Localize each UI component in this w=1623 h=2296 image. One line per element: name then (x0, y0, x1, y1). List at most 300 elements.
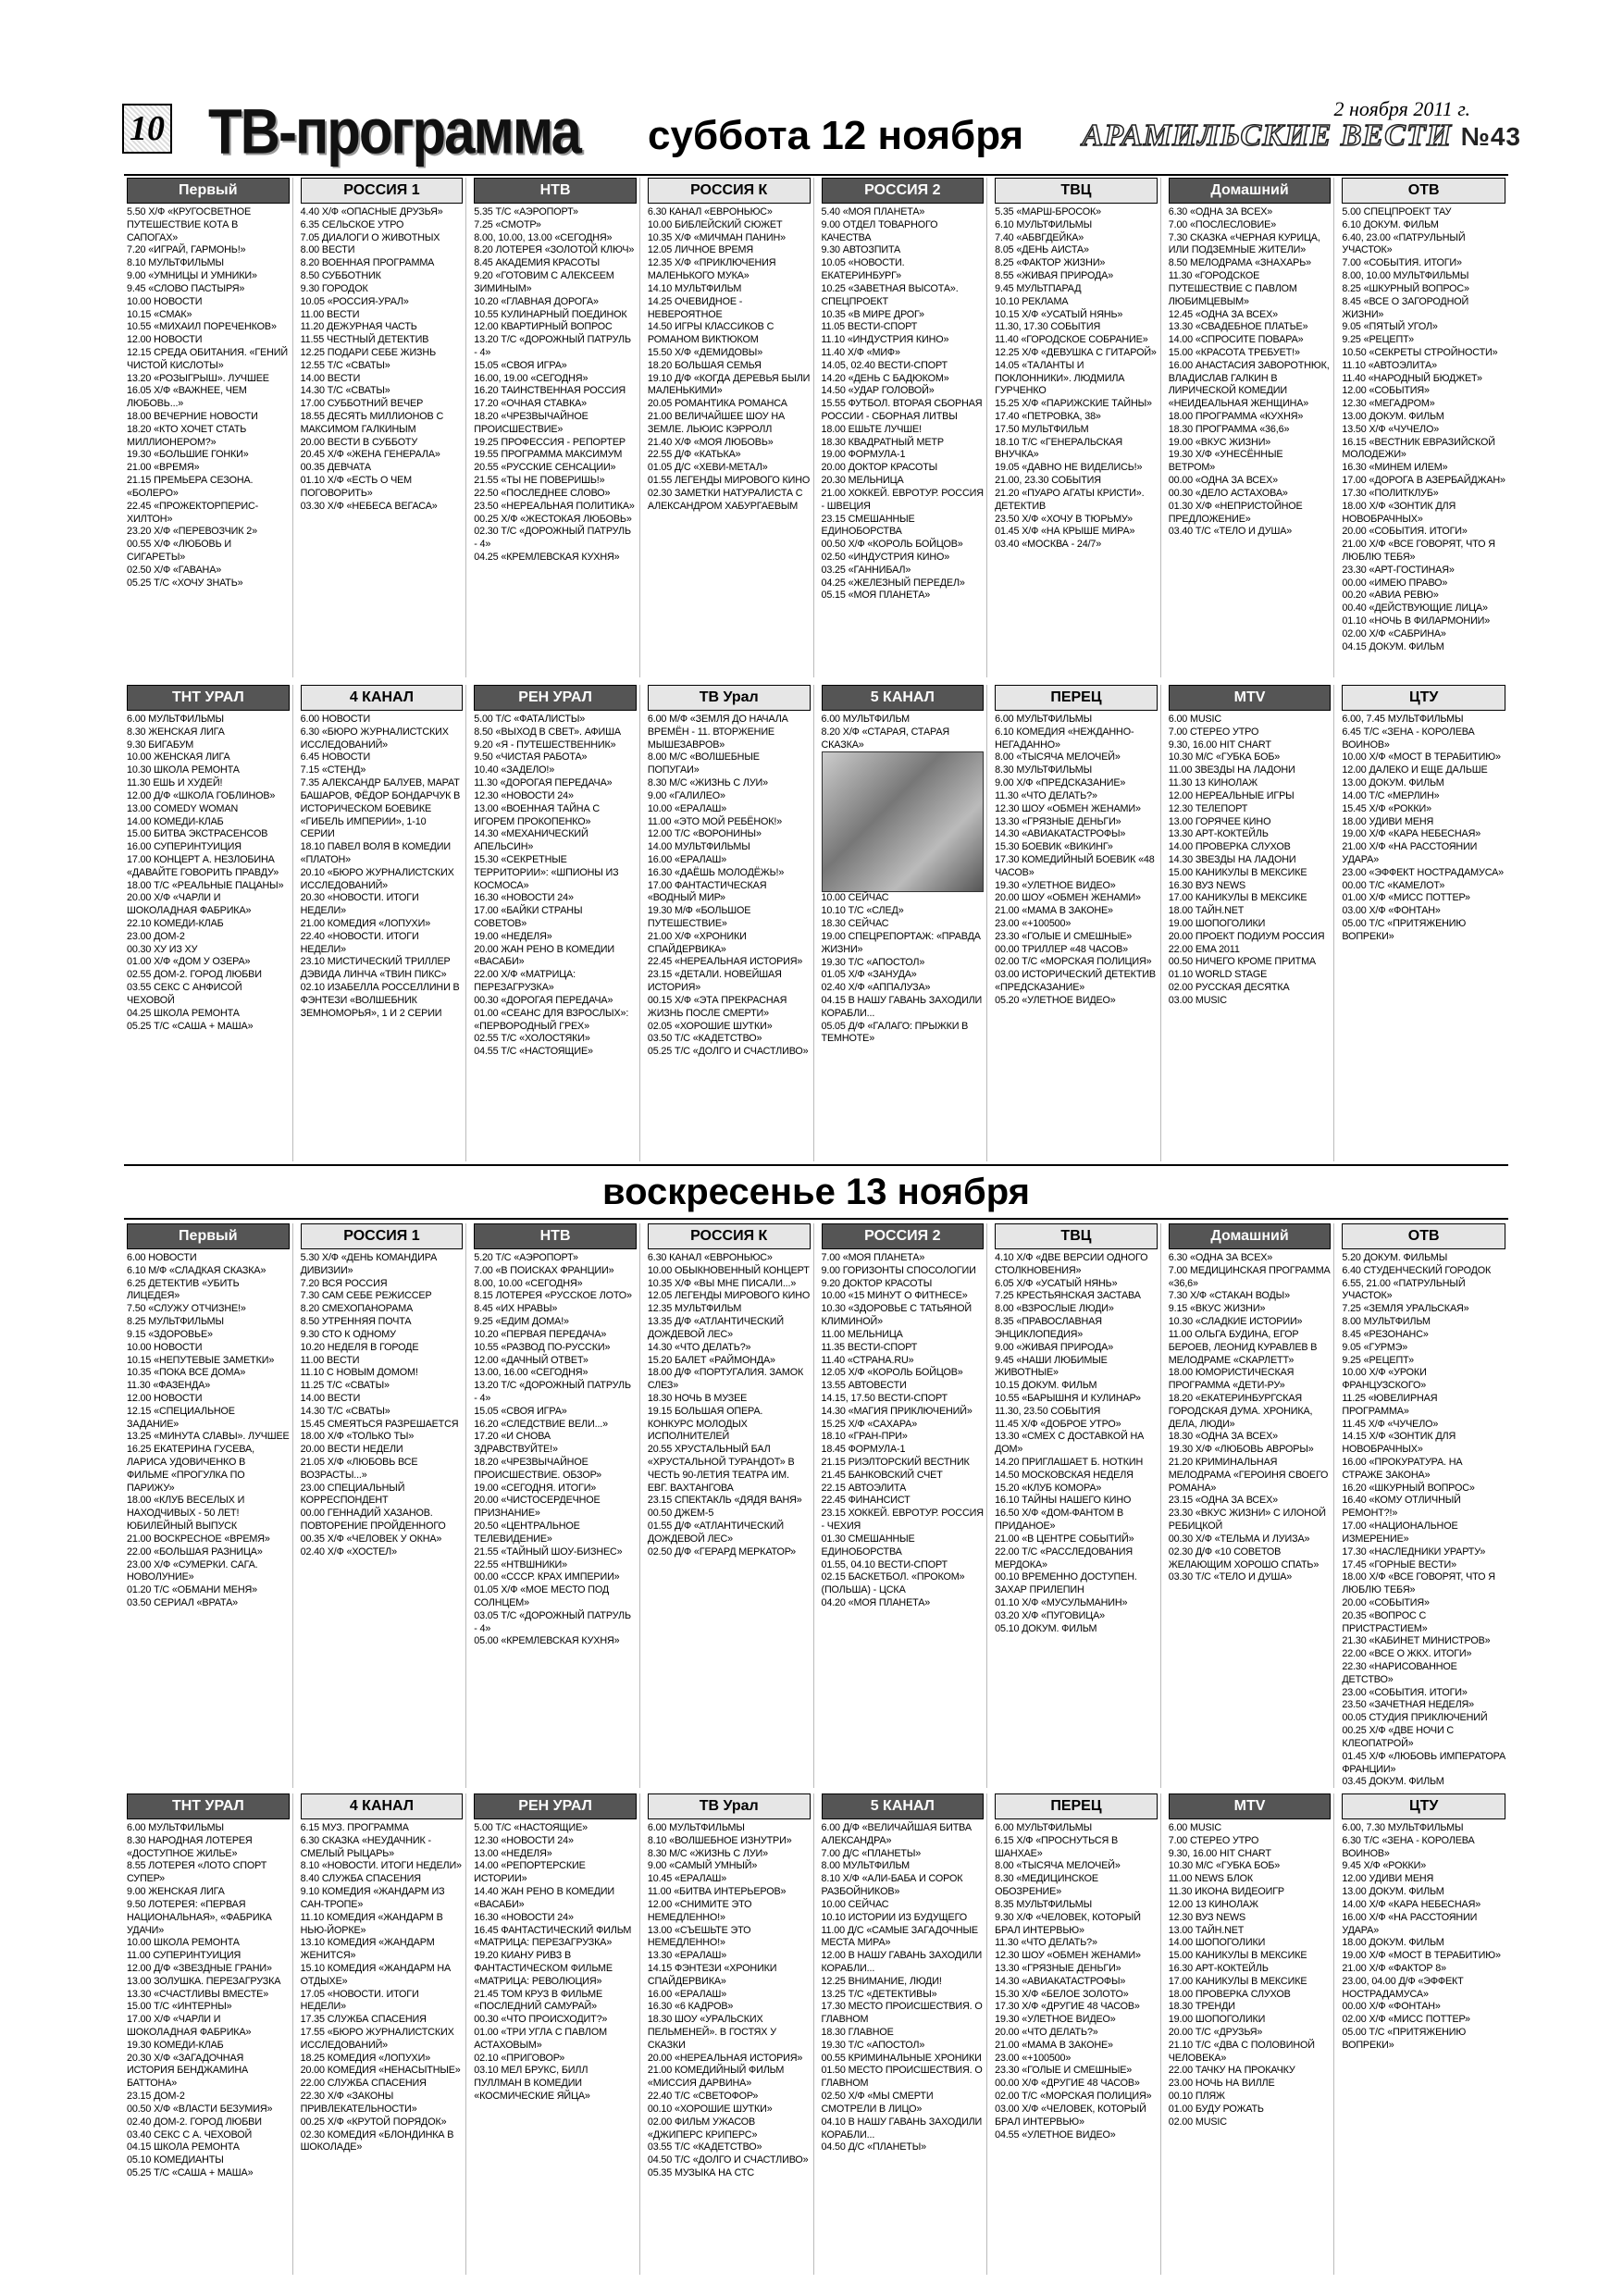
program-item: 03.00 MUSIC (1168, 994, 1227, 1006)
program-item: 18.10 Т/С «ГЕНЕРАЛЬСКАЯ ВНУЧКА» (995, 436, 1123, 461)
program-item: 13.30 «СМЕХ С ДОСТАВКОЙ НА ДОМ» (995, 1431, 1145, 1456)
channel-column (992, 685, 1161, 1161)
program-item: 03.30 Х/Ф «НЕБЕСА ВЕГАСА» (300, 500, 438, 512)
program-item: 02.05 «ХОРОШИЕ ШУТКИ» (647, 1020, 773, 1032)
program-item: 6.00 МУЛЬТФИЛЬМЫ (127, 1822, 224, 1833)
program-item: 12.00 НОВОСТИ (127, 334, 203, 346)
channel-logo: ТНТ УРАЛ (127, 685, 290, 711)
program-item: 11.45 Х/Ф «ЧУЧЕЛО» (1342, 1418, 1439, 1430)
program-item: 8.20 СМЕХОПАНОРАМА (300, 1303, 414, 1315)
program-item: 00.00 Х/Ф «ФОНТАН» (1342, 2001, 1441, 2013)
program-item: 7.40 «АБВГДЕЙКА» (995, 231, 1084, 243)
program-item: 9.25 «РЕЦЕПТ» (1342, 1354, 1414, 1366)
program-item: 16.30 «НОВОСТИ 24» (474, 892, 574, 904)
program-item: 20.45 Х/Ф «ЖЕНА ГЕНЕРАЛА» (300, 449, 440, 461)
program-item: 23.20 Х/Ф «ПЕРЕВОЗЧИК 2» (127, 526, 257, 538)
program-item: 6.30 «ОДНА ЗА ВСЕХ» (1168, 1252, 1273, 1263)
program-item: 12.30 ШОУ «ОБМЕН ЖЕНАМИ» (995, 1950, 1141, 1962)
channel-column (645, 1223, 814, 1788)
program-item: 18.00 ЕШЬТЕ ЛУЧШЕ! (821, 423, 922, 435)
issue-date: 2 ноября 2011 г. (1333, 97, 1470, 120)
program-item: 02.40 Х/Ф «АППАЛУЗА» (821, 982, 931, 994)
program-item: 17.20 «И СНОВА ЗДРАВСТВУЙТЕ!» (474, 1431, 558, 1456)
program-item: 12.15 СРЕДА ОБИТАНИЯ. «ГЕНИЙ ЧИСТОЙ КИСЛОТЫ» (127, 346, 288, 371)
program-item: 19.00 ШОПОГОЛИКИ (1168, 918, 1266, 929)
channel-column (1339, 685, 1508, 1161)
program-item: 8.00 «ТЫСЯЧА МЕЛОЧЕЙ» (995, 1860, 1121, 1872)
program-item: 16.00 СУПЕРИНТУИЦИЯ (127, 841, 242, 853)
channel-column (1166, 178, 1335, 677)
program-item: 7.30 Х/Ф «СТАКАН ВОДЫ» (1168, 1290, 1290, 1302)
program-item: 18.30 СЕЙЧАС (821, 918, 889, 930)
program-item: 20.00 «ЧТО ДЕЛАТЬ?» (995, 2027, 1098, 2038)
program-item: 9.30 Х/Ф «ЧЕЛОВЕК, КОТОРЫЙ БРАЛ ИНТЕРВЬЮ» (995, 1911, 1141, 1936)
program-item: 17.00 КАНИКУЛЫ В МЕКСИКЕ (1168, 1975, 1307, 1987)
program-list (127, 1822, 290, 2180)
program-item: 9.30 СТО К ОДНОМУ (300, 1328, 396, 1340)
program-item: 01.00 «СЕАНС ДЛЯ ВЗРОСЛЫХ»: «ПЕРВОРОДНЫЙ ГРЕХ» (474, 1007, 629, 1032)
program-item: 10.20 «ГЛАВНАЯ ДОРОГА» (474, 295, 599, 307)
channel-column (1166, 1223, 1335, 1788)
program-item: 6.15 Х/Ф «ПРОСНУТЬСЯ В ШАНХАЕ» (995, 1834, 1119, 1859)
program-item: 9.25 «ЕДИМ ДОМА!» (474, 1316, 569, 1328)
program-item: 10.15 ДОКУМ. ФИЛЬМ (995, 1380, 1097, 1392)
program-item: 9.30 ГОРОДОК (300, 282, 368, 294)
program-item: 15.45 Х/Ф «РОККИ» (1342, 802, 1431, 814)
program-item: 23.00 Х/Ф «СУМЕРКИ. САГА. НОВОЛУНИЕ» (127, 1558, 258, 1583)
program-item: 13.30 «СЧАСТЛИВЫ ВМЕСТЕ» (127, 1988, 269, 2000)
program-item: 6.00, 7.45 МУЛЬТФИЛЬМЫ (1342, 714, 1464, 725)
program-item: 03.20 Х/Ф «ПУГОВИЦА» (995, 1609, 1105, 1621)
program-item: 04.25 «ЖЕЛЕЗНЫЙ ПЕРЕДЕЛ» (821, 577, 965, 589)
program-list (301, 714, 464, 1021)
program-item: 05.25 Т/С «ХОЧУ ЗНАТЬ» (127, 577, 243, 589)
program-item: 19.55 ПРОГРАММА МАКСИМУМ (474, 449, 623, 461)
program-item: 23.00 НОЧЬ НА ВИЛЛЕ (1168, 2078, 1275, 2090)
program-item: 03.45 ДОКУМ. ФИЛЬМ (1342, 1776, 1444, 1788)
program-item: 23.10 МИСТИЧЕСКИЙ ТРИЛЛЕР ДЭВИДА ЛИНЧА «ТВИН ПИКС» (300, 956, 451, 981)
program-item: 4.40 Х/Ф «ОПАСНЫЕ ДРУЗЬЯ» (300, 206, 443, 217)
program-item: 12.30 «НОВОСТИ 24» (474, 789, 574, 801)
program-item: 15.05 «СВОЯ ИГРА» (474, 359, 567, 371)
program-item: 21.00 «В ЦЕНТРЕ СОБЫТИЙ» (995, 1533, 1134, 1545)
program-item: 12.25 ВНИМАНИЕ, ЛЮДИ! (821, 1975, 942, 1987)
program-item: 10.35 «В МИРЕ ДРОГ» (821, 308, 924, 320)
program-item: 22.00 «БОЛЬШАЯ РАЗНИЦА» (127, 1545, 263, 1558)
program-item: 12.00 Т/С «ВОРОНИНЫ» (647, 828, 762, 840)
program-item: 17.35 СЛУЖБА СПАСЕНИЯ (300, 2014, 427, 2026)
program-item: 22.30 Х/Ф «ЗАКОНЫ ПРИВЛЕКАТЕЛЬНОСТИ» (300, 2091, 417, 2115)
program-item: 18.30 «ОДНА ЗА ВСЕХ» (1168, 1431, 1279, 1443)
program-list (1169, 1822, 1332, 2129)
program-item: 17.55 «БЮРО ЖУРНАЛИСТСКИХ ИССЛЕДОВАНИЙ» (300, 2027, 454, 2051)
program-item: 22.40 Т/С «СВЕТОФОР» (647, 2091, 759, 2103)
program-item: 05.05 Д/Ф «ГАЛАГО: ПРЫЖКИ В ТЕМНОТЕ» (821, 1020, 969, 1045)
program-item: 20.30 Х/Ф «ЗАГАДОЧНАЯ ИСТОРИЯ БЕНДЖАМИНА БАТТОНА» (127, 2052, 249, 2090)
program-item: 12.00 В НАШУ ГАВАНЬ ЗАХОДИЛИ КОРАБЛИ... (821, 1950, 983, 1974)
program-item: 02.00 РУССКАЯ ДЕСЯТКА (1168, 982, 1290, 994)
program-item: 01.00 БУДУ РОЖАТЬ (1168, 2103, 1264, 2115)
program-item: 01.05 Х/Ф «МОЕ МЕСТО ПОД СОЛНЦЕМ» (474, 1584, 610, 1608)
program-item: 10.00 «15 МИНУТ О ФИТНЕСЕ» (821, 1290, 968, 1302)
program-item: 00.50 Х/Ф «КОРОЛЬ БОЙЦОВ» (821, 539, 963, 551)
program-item: 8.20 ЛОТЕРЕЯ «ЗОЛОТОЙ КЛЮЧ» (474, 244, 635, 256)
saturday-bottom-block (124, 685, 1508, 1161)
program-item: 20.00 «НЕРЕАЛЬНАЯ ИСТОРИЯ» (647, 2052, 803, 2064)
channel-logo: ЦТУ (1342, 685, 1505, 711)
program-item: 18.00 Т/С «РЕАЛЬНЫЕ ПАЦАНЫ» (127, 879, 284, 891)
program-item: 14.50 МОСКОВСКАЯ НЕДЕЛЯ (995, 1469, 1134, 1481)
program-item: 9.00 «ЖИВАЯ ПРИРОДА» (995, 1341, 1114, 1353)
program-item: 15.10 КОМЕДИЯ «ЖАНДАРМ НА ОТДЫХЕ» (300, 1962, 452, 1987)
program-item: 7.00 МЕДИЦИНСКАЯ ПРОГРАММА «36,6» (1168, 1264, 1331, 1289)
program-item: 11.30 «ДОРОГАЯ ПЕРЕДАЧА» (474, 777, 613, 789)
program-item: 18.30 ТРЕНДИ (1168, 2001, 1235, 2013)
program-list (1169, 206, 1332, 539)
program-item: 8.20 Х/Ф «СТАРАЯ, СТАРАЯ СКАЗКА» (821, 726, 950, 751)
program-item: 01.10 Х/Ф «МУСУЛЬМАНИН» (995, 1596, 1128, 1608)
channel-column (992, 1793, 1161, 2275)
program-item: 9.20 ДОКТОР КРАСОТЫ (821, 1277, 933, 1289)
program-item: 11.10 КОМЕДИЯ «ЖАНДАРМ В НЬЮ-ЙОРКЕ» (300, 1911, 443, 1936)
program-item: 02.50 Д/Ф «ГЕРАРД МЕРКАТОР» (647, 1545, 797, 1558)
newspaper-masthead (1083, 118, 1521, 154)
program-item: 10.00 ШКОЛА РЕМОНТА (127, 1937, 240, 1949)
program-item: 16.00 АНАСТАСИЯ ЗАВОРОТНЮК, ВЛАДИСЛАВ ГАЛКИН В ЛИРИЧЕСКОЙ КОМЕДИИ «НЕИДЕАЛЬНАЯ ЖЕНЩИНА» (1168, 359, 1330, 410)
program-item: 12.00 Д/Ф «ШКОЛА ГОБЛИНОВ» (127, 789, 276, 801)
program-item: 16.30 «МИНЕМ ИЛЕМ» (1342, 462, 1448, 474)
sunday-rule (124, 1218, 1508, 1220)
program-item: 04.15 ДОКУМ. ФИЛЬМ (1342, 640, 1444, 652)
program-item: 10.55 КУЛИНАРНЫЙ ПОЕДИНОК (474, 308, 627, 320)
program-item: 8.45 «ВСЕ О ЗАГОРОДНОЙ ЖИЗНИ» (1342, 295, 1469, 320)
program-item: 14.00 МУЛЬТФИЛЬМЫ (647, 841, 750, 853)
channel-column (124, 1223, 293, 1788)
program-item: 01.55 ЛЕГЕНДЫ МИРОВОГО КИНО (647, 475, 811, 487)
program-item: 23.15 «ОДНА ЗА ВСЕХ» (1168, 1495, 1279, 1507)
program-item: 14.05 «ТАЛАНТЫ И ПОКЛОННИКИ». ЛЮДМИЛА ГУРЧЕНКО (995, 359, 1125, 397)
program-item: 10.00 ОБЫКНОВЕННЫЙ КОНЦЕРТ (647, 1264, 810, 1276)
program-item: 04.25 ШКОЛА РЕМОНТА (127, 1007, 240, 1019)
program-item: 20.30 МЕЛЬНИЦА (821, 475, 904, 487)
program-item: 6.00 МУЛЬТФИЛЬМЫ (647, 1822, 745, 1833)
program-item: 00.10 ВРЕМЕННО ДОСТУПЕН. ЗАХАР ПРИЛЕПИН (995, 1571, 1137, 1596)
program-item: 9.05 «ПЯТЫЙ УГОЛ» (1342, 321, 1438, 333)
program-item: 03.40 СЕКС С А. ЧЕХОВОЙ (127, 2128, 253, 2141)
program-item: 22.55 «НТВШНИКИ» (474, 1558, 567, 1570)
program-item: 13.00 «НЕДЕЛЯ» (474, 1847, 552, 1859)
program-item: 20.55 «РУССКИЕ СЕНСАЦИИ» (474, 462, 616, 474)
program-item: 19.30 М/Ф «БОЛЬШОЕ ПУТЕШЕСТВИЕ» (647, 905, 751, 929)
program-item: 9.50 ЛОТЕРЕЯ: «ПЕРВАЯ НАЦИОНАЛЬНАЯ», «ФАБРИКА УДАЧИ» (127, 1898, 272, 1936)
program-item: 8.10 «ВОЛШЕБНОЕ ИЗНУТРИ» (647, 1834, 792, 1846)
program-item: 14.50 ИГРЫ КЛАССИКОВ С РОМАНОМ ВИКТЮКОМ (647, 321, 774, 346)
program-item: 14.00 ВЕСТИ (300, 372, 361, 384)
program-item: 00.00 «ОДНА ЗА ВСЕХ» (1168, 475, 1279, 487)
program-item: 6.35 СЕЛЬСКОЕ УТРО (300, 218, 404, 230)
program-item: 17.05 «НОВОСТИ. ИТОГИ НЕДЕЛИ» (300, 1988, 419, 2013)
channel-column (471, 1793, 640, 2275)
program-item: 8.25 «ШКУРНЫЙ ВОПРОС» (1342, 282, 1469, 294)
program-item: 14.30 Т/С «СВАТЫ» (300, 1405, 390, 1417)
program-item: 00.25 Х/Ф «ЖЕСТОКАЯ ЛЮБОВЬ» (474, 513, 632, 525)
program-item: 6.00 Д/Ф «ВЕЛИЧАЙШАЯ БИТВА АЛЕКСАНДРА» (821, 1822, 972, 1846)
program-item: 12.15 «СПЕЦИАЛЬНОЕ ЗАДАНИЕ» (127, 1405, 235, 1430)
program-item: 6.40, 23.00 «ПАТРУЛЬНЫЙ УЧАСТОК» (1342, 231, 1466, 256)
program-item: 12.00 «СОБЫТИЯ» (1342, 385, 1430, 397)
program-item: 11.25 Т/С «СВАТЫ» (300, 1380, 390, 1392)
program-item: 13.55 АВТОВЕСТИ (821, 1380, 907, 1392)
program-item: 8.30 ЖЕНСКАЯ ЛИГА (127, 726, 225, 738)
program-item: 6.00 МУЛЬТФИЛЬМ (821, 714, 910, 725)
program-item: 9.45 МУЛЬТПАРАД (995, 282, 1082, 294)
program-item: 6.00, 7.30 МУЛЬТФИЛЬМЫ (1342, 1822, 1464, 1833)
program-item: 19.30 Т/С «АПОСТОЛ» (821, 956, 925, 968)
program-item: 14.15 Х/Ф «ЗОНТИК ДЛЯ НОВОБРАЧНЫХ» (1342, 1431, 1456, 1456)
program-item: 14.00 Х/Ф «КАРА НЕБЕСНАЯ» (1342, 1898, 1481, 1910)
program-item: 6.00 MUSIC (1168, 1822, 1222, 1833)
program-item: 9.10 КОМЕДИЯ «ЖАНДАРМ ИЗ САН-ТРОПЕ» (300, 1886, 445, 1910)
program-item: 10.15 Х/Ф «УСАТЫЙ НЯНЬ» (995, 308, 1123, 320)
page-number: 10 (122, 104, 172, 154)
program-item: 5.00 Т/С «НАСТОЯЩИЕ» (474, 1822, 588, 1833)
program-item: 05.25 Т/С «САША + МАША» (127, 2166, 254, 2178)
program-list (127, 1252, 290, 1610)
program-item: 02.50 Х/Ф «МЫ СМЕРТИ СМОТРЕЛИ В ЛИЦО» (821, 2091, 934, 2115)
header-rule (124, 174, 1508, 176)
program-item: 03.40 Т/С «ТЕЛО И ДУША» (1168, 526, 1293, 538)
channel-column (1166, 685, 1335, 1161)
program-item: 16.50 Х/Ф «ДОМ-ФАНТОМ В ПРИДАНОЕ» (995, 1508, 1124, 1533)
program-item: 9.05 «ГУРМЭ» (1342, 1341, 1408, 1353)
program-item: 18.00 ТАЙН.NET (1168, 905, 1245, 917)
program-item: 02.00 Х/Ф «САБРИНА» (1342, 627, 1446, 639)
program-item: 8.50 УТРЕННЯЯ ПОЧТА (300, 1316, 412, 1328)
program-item: 9.30, 16.00 HIT CHART (1168, 1847, 1271, 1859)
program-item: 17.00 «ДОРОГА В АЗЕРБАЙДЖАН» (1342, 475, 1505, 487)
program-item: 12.00 «СНИМИТЕ ЭТО НЕМЕДЛЕННО!» (647, 1898, 752, 1923)
program-item: 13.30 АРТ-КОКТЕЙЛЬ (1168, 828, 1269, 840)
program-item: 6.25 ДЕТЕКТИВ «УБИТЬ ЛИЦЕДЕЯ» (127, 1277, 240, 1302)
program-item: 04.25 «КРЕМЛЕВСКАЯ КУХНЯ» (474, 551, 620, 563)
program-item: 15.00 КАНИКУЛЫ В МЕКСИКЕ (1168, 1950, 1307, 1962)
program-item: 12.25 ПОДАРИ СЕБЕ ЖИЗНЬ (300, 346, 437, 358)
program-item: 6.45 Т/С «ЗЕНА - КОРОЛЕВА ВОИНОВ» (1342, 726, 1475, 751)
program-item: 17.00 КОНЦЕРТ А. НЕЗЛОБИНА «ДАВАЙТЕ ГОВОРИТЬ ПРАВДУ» (127, 853, 279, 878)
program-item: 13.00, 16.00 «СЕГОДНЯ» (474, 1367, 588, 1379)
program-item: 23.30 «АРТ-ГОСТИНАЯ» (1342, 564, 1455, 576)
program-item: 9.45 «НАШИ ЛЮБИМЫЕ ЖИВОТНЫЕ» (995, 1354, 1108, 1379)
program-item: 03.50 Т/С «КАДЕТСТВО» (647, 1033, 762, 1045)
program-item: 02.40 ДОМ-2. ГОРОД ЛЮБВИ (127, 2116, 262, 2128)
newspaper-name: АРАМИЛЬСКИЕ ВЕСТИ (1082, 118, 1453, 153)
program-item: 05.00 «КРЕМЛЕВСКАЯ КУХНЯ» (474, 1635, 620, 1647)
program-item: 00.00 ТРИЛЛЕР «48 ЧАСОВ» (995, 943, 1129, 955)
program-item: 13.25 «МИНУТА СЛАВЫ». ЛУЧШЕЕ (127, 1431, 290, 1443)
program-item: 16.00 «ПРОКУРАТУРА. НА СТРАЖЕ ЗАКОНА» (1342, 1457, 1463, 1481)
program-item: 10.30 «ЗДОРОВЬЕ С ТАТЬЯНОЙ КЛИМИНОЙ» (821, 1303, 973, 1328)
program-item: 11.30, 23.50 СОБЫТИЯ (995, 1405, 1101, 1417)
program-item: 5.35 Т/С «АЭРОПОРТ» (474, 206, 578, 217)
channel-logo: ТНТ УРАЛ (127, 1793, 290, 1819)
program-item: 23.00 ДОМ-2 (127, 930, 185, 942)
program-item: 8.55 «ЖИВАЯ ПРИРОДА» (995, 270, 1114, 282)
program-item: 5.40 «МОЯ ПЛАНЕТА» (821, 206, 925, 217)
channel-logo: ЦТУ (1342, 1793, 1505, 1819)
channel-logo: РЕН УРАЛ (474, 1793, 637, 1819)
program-item: 00.30 «ДЕЛО АСТАХОВА» (1168, 487, 1288, 499)
program-item: 8.00 МУЛЬТФИЛЬМ (821, 1860, 910, 1872)
program-item: 00.00 Т/С «КАМЕЛОТ» (1342, 879, 1445, 891)
program-item: 18.20 «КТО ХОЧЕТ СТАТЬ МИЛЛИОНЕРОМ?» (127, 423, 247, 448)
program-item: 17.00 «НАЦИОНАЛЬНОЕ ИЗМЕРЕНИЕ» (1342, 1520, 1458, 1545)
program-item: 6.00 НОВОСТИ (300, 714, 371, 725)
program-item: 22.10 КОМЕДИ-КЛАБ (127, 918, 224, 929)
channel-logo: РОССИЯ 2 (822, 178, 985, 204)
program-item: 18.00 ДОКУМ. ФИЛЬМ (1342, 1937, 1444, 1949)
program-item: 05.20 «УЛЕТНОЕ ВИДЕО» (995, 994, 1116, 1006)
program-item: 04.55 «УЛЕТНОЕ ВИДЕО» (995, 2128, 1116, 2141)
program-item: 9.30 БИГАБУМ (127, 738, 194, 751)
program-item: 6.00 М/Ф «ЗЕМЛЯ ДО НАЧАЛА ВРЕМЁН - 11. ВТОРЖЕНИЕ МЫШЕЗАВРОВ» (647, 714, 788, 751)
program-item: 21.20 КРИМИНАЛЬНАЯ МЕЛОДРАМА «ГЕРОИНЯ СВОЕГО РОМАНА» (1168, 1457, 1329, 1494)
program-item: 14.15 ФЭНТЕЗИ «ХРОНИКИ СПАЙДЕРВИКА» (647, 1962, 777, 1987)
program-item: 21.30 «КАБИНЕТ МИНИСТРОВ» (1342, 1635, 1491, 1647)
program-item: 6.15 МУЗ. ПРОГРАММА (300, 1822, 409, 1833)
program-item: 10.00 ЖЕНСКАЯ ЛИГА (127, 751, 230, 763)
program-item: 9.00 «САМЫЙ УМНЫЙ» (647, 1860, 758, 1872)
program-item: 13.30 «ГРЯЗНЫЕ ДЕНЬГИ» (995, 1962, 1121, 1974)
program-item: 15.05 «СВОЯ ИГРА» (474, 1405, 567, 1417)
channel-column (645, 178, 814, 677)
program-item: 18.25 КОМЕДИЯ «ЛОПУХИ» (300, 2052, 431, 2064)
program-item: 22.00 ТАЧКУ НА ПРОКАЧКУ (1168, 2065, 1295, 2077)
program-list (995, 206, 1158, 552)
program-item: 7.00 СТЕРЕО УТРО (1168, 726, 1259, 738)
program-item: 5.20 Т/С «АЭРОПОРТ» (474, 1252, 578, 1263)
program-item: 10.00 СЕЙЧАС (821, 892, 889, 904)
program-item: 14.30 «МАГИЯ ПРИКЛЮЧЕНИЙ» (821, 1405, 973, 1417)
program-item: 13.00 ДОКУМ. ФИЛЬМ (1342, 1886, 1444, 1898)
program-item: 19.00 «СЕГОДНЯ. ИТОГИ» (474, 1482, 597, 1494)
program-item: 15.25 Х/Ф «ПАРИЖСКИЕ ТАЙНЫ» (995, 398, 1152, 410)
program-item: 9.20 «ГОТОВИМ С АЛЕКСЕЕМ ЗИМИНЫМ» (474, 270, 614, 294)
program-item: 12.00 «ДАЧНЫЙ ОТВЕТ» (474, 1354, 588, 1366)
program-item: 23.50 «НЕРЕАЛЬНАЯ ПОЛИТИКА» (474, 500, 635, 512)
program-item: 18.30 ШОУ «УРАЛЬСКИХ ПЕЛЬМЕНЕЙ». В ГОСТЯХ У СКАЗКИ (647, 2014, 776, 2051)
program-item: 04.10 В НАШУ ГАВАНЬ ЗАХОДИЛИ КОРАБЛИ... (821, 2116, 983, 2141)
program-item: 12.05 ЛЕГЕНДЫ МИРОВОГО КИНО (647, 1290, 811, 1302)
program-item: 21.45 БАНКОВСКИЙ СЧЕТ (821, 1469, 943, 1481)
program-item: 6.00 МУЛЬТФИЛЬМЫ (127, 714, 224, 725)
program-item: 9.15 «ВКУС ЖИЗНИ» (1168, 1303, 1266, 1315)
program-item: 19.15 БОЛЬШАЯ ОПЕРА. КОНКУРС МОЛОДЫХ ИСПОЛНИТЕЛЕЙ (647, 1405, 763, 1443)
program-item: 13.00 ЗОЛУШКА. ПЕРЕЗАГРУЗКА (127, 1975, 281, 1987)
channel-column (298, 1793, 467, 2275)
program-list (648, 206, 811, 514)
program-list (1342, 206, 1505, 653)
program-item: 12.30 «НОВОСТИ 24» (474, 1834, 574, 1846)
program-item: 13.00 ТАЙН.NET (1168, 1924, 1245, 1936)
program-item: 02.00 Х/Ф «МИСС ПОТТЕР» (1342, 2014, 1470, 2026)
program-item: 11.00 ЗВЕЗДЫ НА ЛАДОНИ (1168, 764, 1295, 776)
channel-logo: 4 КАНАЛ (301, 1793, 464, 1819)
program-item: 6.10 М/Ф «СЛАДКАЯ СКАЗКА» (127, 1264, 266, 1276)
channel-logo: MTV (1169, 1793, 1332, 1819)
program-item: 21.00 КОМЕДИЙНЫЙ ФИЛЬМ «МИССИЯ ДАРВИНА» (647, 2065, 785, 2090)
program-item: 16.20 ТАИНСТВЕННАЯ РОССИЯ (474, 385, 626, 397)
program-item: 05.25 Т/С «ДОЛГО И СЧАСТЛИВО» (647, 1046, 809, 1058)
program-item: 7.05 ДИАЛОГИ О ЖИВОТНЫХ (300, 231, 440, 243)
program-item: 10.35 «ПОКА ВСЕ ДОМА» (127, 1367, 246, 1379)
program-item: 05.25 Т/С «САША + МАША» (127, 1020, 254, 1032)
program-item: 7.20 ВСЯ РОССИЯ (300, 1277, 388, 1289)
program-item: 22.00 СЛУЖБА СПАСЕНИЯ (300, 2078, 427, 2090)
channel-column (1339, 178, 1508, 677)
program-item: 17.40 «ПЕТРОВКА, 38» (995, 411, 1101, 422)
program-item: 15.30 БОЕВИК «ВИКИНГ» (995, 841, 1113, 853)
program-item: 10.55 «РАЗВОД ПО-РУССКИ» (474, 1341, 611, 1353)
program-item: 8.00, 10.00 МУЛЬТФИЛЬМЫ (1342, 270, 1469, 282)
program-item: 00.10 ПЛЯЖ (1168, 2091, 1225, 2103)
program-item: 7.30 СКАЗКА «ЧЕРНАЯ КУРИЦА, ИЛИ ПОДЗЕМНЫЕ ЖИТЕЛИ» (1168, 231, 1320, 256)
program-list (1342, 1822, 1505, 2053)
program-item: 03.10 МЕЛ БРУКС, БИЛЛ ПУЛЛМАН В КОМЕДИИ «КОСМИЧЕСКИЕ ЯЙЦА» (474, 2065, 590, 2103)
program-item: 11.00 «БИТВА ИНТЕРЬЕРОВ» (647, 1886, 787, 1898)
channel-logo: ТВЦ (995, 178, 1158, 204)
program-item: 8.00 ВЕСТИ (300, 244, 355, 256)
program-item: 8.50 МЕЛОДРАМА «ЗНАХАРЬ» (1168, 257, 1312, 269)
program-item: 22.00 «ВСЕ О ЖКХ. ИТОГИ» (1342, 1648, 1472, 1660)
program-item: 9.15 «ЗДОРОВЬЕ» (127, 1328, 213, 1340)
program-item: 22.45 ФИНАНСИСТ (821, 1495, 911, 1507)
program-item: 15.50 Х/Ф «ДЕМИДОВЫ» (647, 346, 763, 358)
program-item: 14.00 Т/С «МЕРЛИН» (1342, 789, 1440, 801)
program-item: 04.55 Т/С «НАСТОЯЩИЕ» (474, 1046, 593, 1058)
program-item: 23.00 «СОБЫТИЯ. ИТОГИ» (1342, 1686, 1468, 1698)
program-item: 20.05 РОМАНТИКА РОМАНСА (647, 398, 787, 410)
program-item: 18.30 НОЧЬ В МУЗЕЕ (647, 1392, 748, 1404)
program-item: 14.30 Т/С «СВАТЫ» (300, 385, 390, 397)
program-list (474, 206, 637, 565)
program-item: 15.30 «СЕКРЕТНЫЕ ТЕРРИТОРИИ»: «ШПИОНЫ ИЗ КОСМОСА» (474, 853, 619, 891)
program-item: 00.05 СТУДИЯ ПРИКЛЮЧЕНИЙ (1342, 1712, 1488, 1724)
program-item: 8.25 МУЛЬТФИЛЬМЫ (127, 1316, 224, 1328)
program-list (822, 1252, 985, 1610)
program-item: 8.30 МУЛЬТФИЛЬМЫ (995, 764, 1093, 776)
program-item: 18.00 Х/Ф «ЗОНТИК ДЛЯ НОВОБРАЧНЫХ» (1342, 500, 1456, 525)
program-item: 16.25 ЕКАТЕРИНА ГУСЕВА, ЛАРИСА УДОВИЧЕНКО В ФИЛЬМЕ «ПРОГУЛКА ПО ПАРИЖУ» (127, 1444, 254, 1494)
program-item: 13.00 ДОКУМ. ФИЛЬМ (1342, 777, 1444, 789)
program-item: 20.35 «ВОПРОС С ПРИСТРАСТИЕМ» (1342, 1609, 1428, 1634)
program-item: 10.30 ШКОЛА РЕМОНТА (127, 764, 240, 776)
program-item: 18.30 ГЛАВНОЕ (821, 2027, 894, 2038)
program-list (474, 1822, 637, 2104)
program-item: 8.35 «ПРАВОСЛАВНАЯ ЭНЦИКЛОПЕДИЯ» (995, 1316, 1102, 1340)
program-item: 15.00 Т/С «ИНТЕРНЫ» (127, 2001, 232, 2013)
issue-number: №43 (1460, 122, 1521, 151)
program-item: 10.00 БИБЛЕЙСКИЙ СЮЖЕТ (647, 218, 783, 230)
program-item: 15.20 «КЛУБ КОМОРА» (995, 1482, 1102, 1494)
program-item: 7.25 КРЕСТЬЯНСКАЯ ЗАСТАВА (995, 1290, 1141, 1302)
program-item: 9.00 «УМНИЦЫ И УМНИКИ» (127, 270, 257, 282)
program-item: 18.20 БОЛЬШАЯ СЕМЬЯ (647, 359, 762, 371)
program-item: 8.45 «ИХ НРАВЫ» (474, 1303, 558, 1315)
program-item: 14.15, 17.50 ВЕСТИ-СПОРТ (821, 1392, 948, 1404)
program-item: 13.25 Т/С «ДЕТЕКТИВЫ» (821, 1988, 937, 2000)
program-item: 15.25 Х/Ф «САХАРА» (821, 1418, 918, 1430)
program-item: 11.00 Д/С «САМЫЕ ЗАГАДОЧНЫЕ МЕСТА МИРА» (821, 1924, 978, 1949)
